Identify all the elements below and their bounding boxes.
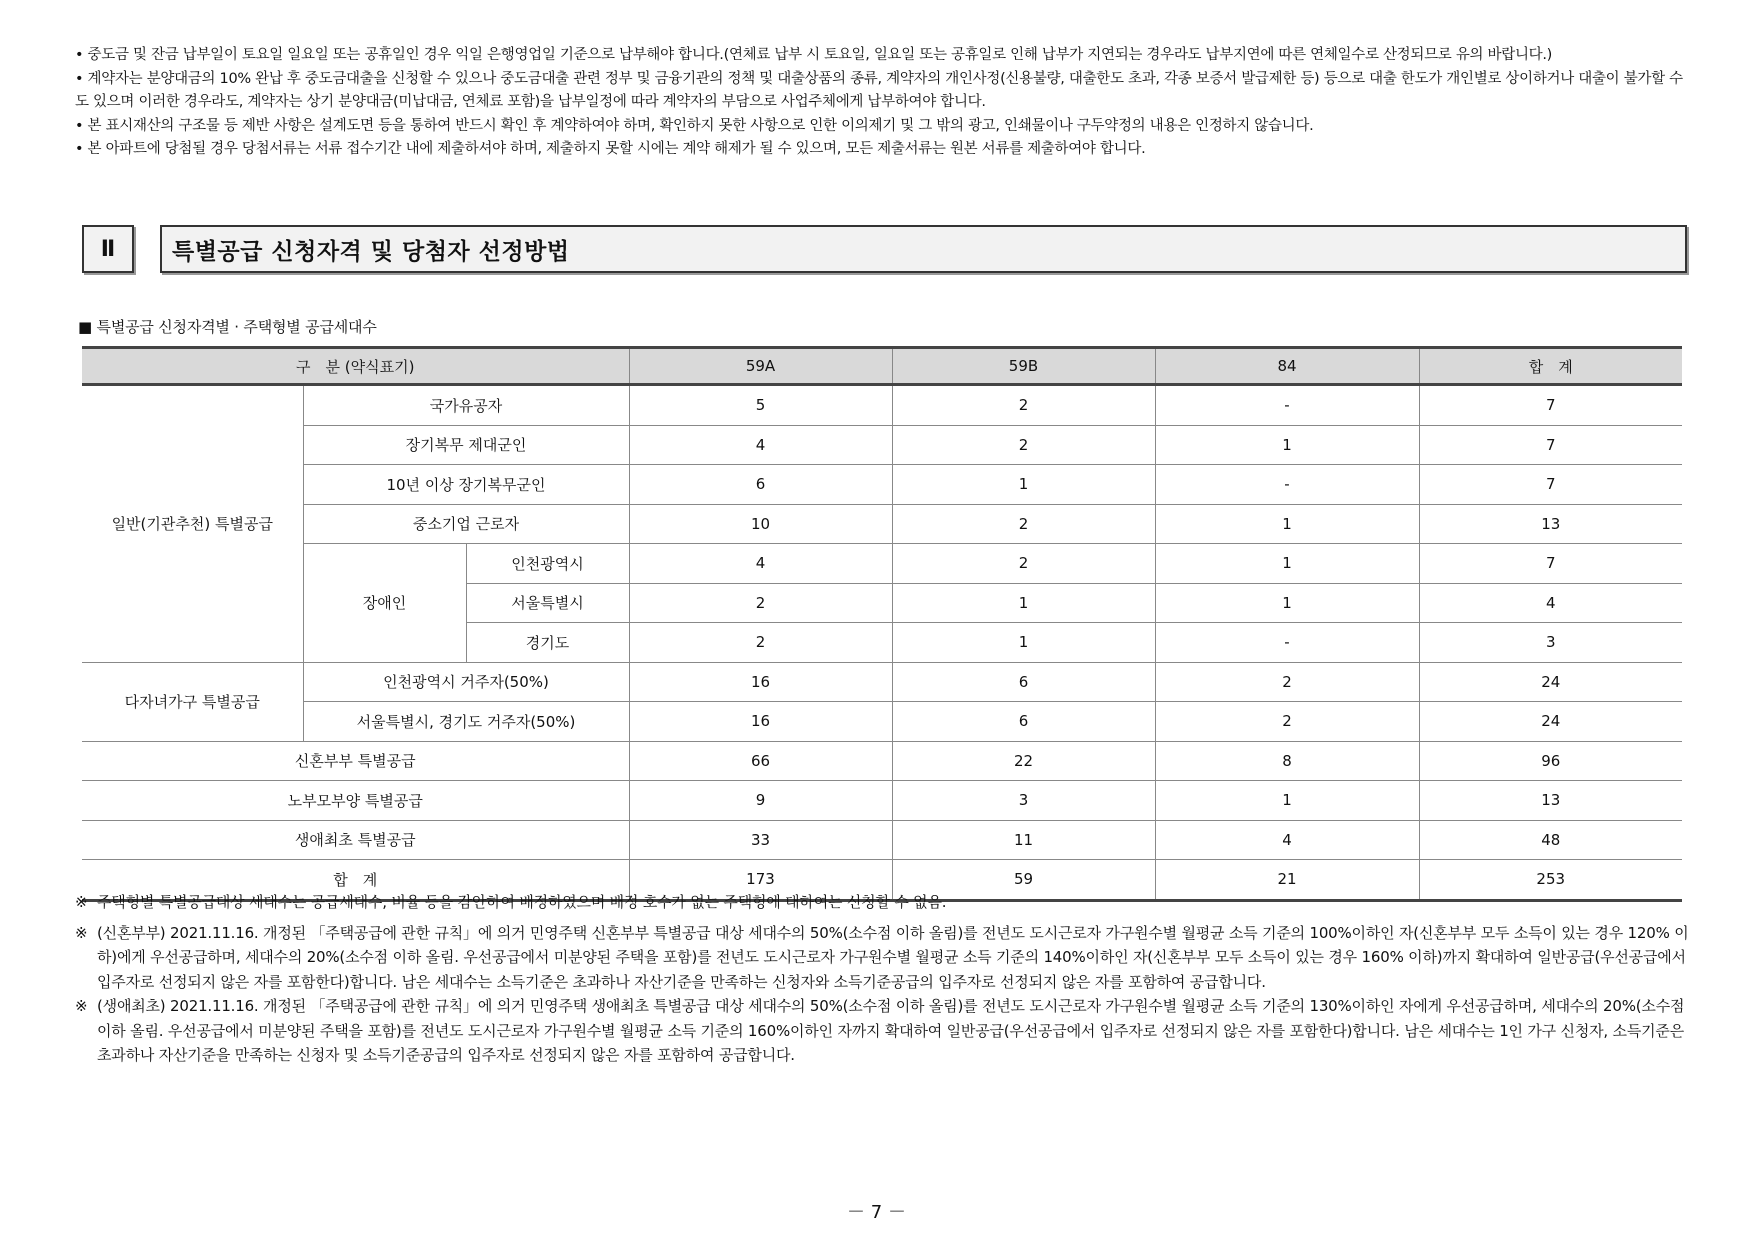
cell-59b: 6 <box>892 702 1155 742</box>
cell-84: 1 <box>1155 583 1419 623</box>
subgroup-disabled: 장애인 <box>303 544 466 663</box>
row-label: 인천광역시 <box>466 544 629 584</box>
note-text: 주택형별 특별공급대상 세대수는 공급세대수, 비율 등을 감안하여 배정하였으며 배정 호수가 없는 주택형에 대하여는 신청할 수 없음. <box>97 893 947 911</box>
section-number: Ⅱ <box>82 225 134 273</box>
header-59b: 59B <box>892 348 1155 385</box>
cell-total: 253 <box>1419 860 1682 901</box>
header-category: 구 분 (약식표기) <box>82 348 629 385</box>
cell-84: - <box>1155 385 1419 426</box>
note-allocation <box>75 890 1695 915</box>
cell-59a: 6 <box>629 465 892 505</box>
cell-total: 7 <box>1419 465 1682 505</box>
table-row <box>82 662 1682 702</box>
cell-59b: 3 <box>892 781 1155 821</box>
row-label: 국가유공자 <box>303 385 629 426</box>
cell-59a: 16 <box>629 662 892 702</box>
page-number: － 7 － <box>847 1202 906 1223</box>
cell-59b: 59 <box>892 860 1155 901</box>
bullet-document-notice: • 본 아파트에 당첨될 경우 당첨서류는 서류 접수기간 내에 제출하셔야 하며, 제출하지 못할 시에는 계약 해제가 될 수 있으며, 모든 제출서류는 원본 서류를 제출하여야 합니다. <box>75 141 1146 157</box>
cell-59b: 2 <box>892 544 1155 584</box>
cell-total: 3 <box>1419 623 1682 663</box>
cell-84: 1 <box>1155 425 1419 465</box>
cell-total: 7 <box>1419 544 1682 584</box>
cell-84: 2 <box>1155 662 1419 702</box>
row-label: 노부모부양 특별공급 <box>82 781 629 821</box>
cell-59a: 16 <box>629 702 892 742</box>
reference-mark-icon: ※ <box>75 893 88 911</box>
reference-mark-icon: ※ <box>75 997 88 1015</box>
cell-59b: 1 <box>892 583 1155 623</box>
bullet-structure-notice: • 본 표시재산의 구조물 등 제반 사항은 설계도면 등을 통하여 반드시 확인 후 계약하여야 하며, 확인하지 못한 사항으로 인한 이의제기 및 그 밖의 광고, 인쇄물이나 구두약정의 내용은 인정하지 않습니다. <box>75 117 1314 134</box>
note-text: (신혼부부) 2021.11.16. 개정된 「주택공급에 관한 규칙」에 의거 민영주택 신혼부부 특별공급 대상 세대수의 50%(소수점 이하 올림)를 전년도 도시근로자 가구원수별 월평균 소득 기준의 100%이하인 자(신혼부부 모두 소득이 있는 경우 120% 이하)에게 우선공급하며, 세대수의 20%(소수점 이하 올림. 우선공급에서 미분양된 주택을 포함)를 전년도 도시근로자 가구원수별 월평균 소득 기준의 140%이하인 자(신혼부부 모두 소득이 있는 경우 160% 이하)까지 확대하여 일반공급(우선공급에서 입주자로 선정되지 않은 자를 포함한다)합니다. 남은 세대수는 소득기준은 초과하나 자산기준을 만족하는 신청자와 소득기준공급의 입주자로 선정되지 않은 자를 포함하여 공급합니다. <box>97 923 1689 991</box>
cell-59b: 1 <box>892 623 1155 663</box>
row-label: 인천광역시 거주자(50%) <box>303 662 629 702</box>
cell-59a: 4 <box>629 425 892 465</box>
cell-59a: 4 <box>629 544 892 584</box>
cell-59a: 5 <box>629 385 892 426</box>
row-label: 장기복무 제대군인 <box>303 425 629 465</box>
cell-59b: 1 <box>892 465 1155 505</box>
cell-84: 8 <box>1155 741 1419 781</box>
table-row <box>82 544 1682 584</box>
cell-59a: 33 <box>629 820 892 860</box>
cell-59b: 6 <box>892 662 1155 702</box>
cell-59a: 173 <box>629 860 892 901</box>
row-label: 중소기업 근로자 <box>303 504 629 544</box>
row-label: 생애최초 특별공급 <box>82 820 629 860</box>
cell-total: 4 <box>1419 583 1682 623</box>
cell-84: 4 <box>1155 820 1419 860</box>
note-text: (생애최초) 2021.11.16. 개정된 「주택공급에 관한 규칙」에 의거 민영주택 생애최초 특별공급 대상 세대수의 50%(소수점 이하 올림)를 전년도 도시근로자 가구원수별 월평균 소득 기준의 130%이하인 자에게 우선공급하며, 세대수의 20%(소수점 이하 올림. 우선공급에서 미분양된 주택을 포함)를 전년도 도시근로자 가구원수별 월평균 소득 기준의 160%이하인 자까지 확대하여 일반공급(우선공급에서 입주자로 선정되지 않은 자를 포함한다)합니다. 남은 세대수는 1인 가구 신청자, 소득기준은 초과하나 자산기준을 만족하는 신청자 및 소득기준공급의 입주자로 선정되지 않은 자를 포함하여 공급합니다. <box>97 997 1685 1064</box>
table-row <box>82 425 1682 465</box>
cell-84: 1 <box>1155 781 1419 821</box>
row-label: 경기도 <box>466 623 629 663</box>
special-supply-table <box>82 346 1682 902</box>
cell-total: 13 <box>1419 781 1682 821</box>
row-label: 서울특별시 <box>466 583 629 623</box>
note-newlywed <box>75 921 1695 995</box>
cell-total: 7 <box>1419 385 1682 426</box>
table-header-row <box>82 348 1682 385</box>
bullet-interim-payment: • 중도금 및 잔금 납부일이 토요일 일요일 또는 공휴일인 경우 익일 은행영업일 기준으로 납부해야 합니다.(연체료 납부 시 토요일, 일요일 또는 공휴일로 인해 납부가 지연되는 경우라도 납부지연에 따른 연체일수로 산정되므로 유의 바랍니다.) <box>75 47 1553 63</box>
cell-84: 2 <box>1155 702 1419 742</box>
cell-59b: 2 <box>892 385 1155 426</box>
cell-total: 13 <box>1419 504 1682 544</box>
cell-59b: 22 <box>892 741 1155 781</box>
cell-total: 48 <box>1419 820 1682 860</box>
cell-84: 1 <box>1155 544 1419 584</box>
table-row <box>82 385 1682 426</box>
cell-total: 24 <box>1419 662 1682 702</box>
group-general: 일반(기관추천) 특별공급 <box>82 385 303 663</box>
header-84: 84 <box>1155 348 1419 385</box>
cell-59b: 11 <box>892 820 1155 860</box>
cell-total: 24 <box>1419 702 1682 742</box>
cell-84: - <box>1155 465 1419 505</box>
cell-59a: 10 <box>629 504 892 544</box>
cell-59a: 66 <box>629 741 892 781</box>
table-row <box>82 702 1682 742</box>
cell-total: 7 <box>1419 425 1682 465</box>
cell-59a: 9 <box>629 781 892 821</box>
table-caption: ■ 특별공급 신청자격별 · 주택형별 공급세대수 <box>78 318 377 336</box>
note-first-home <box>75 994 1695 1068</box>
cell-84: - <box>1155 623 1419 663</box>
header-59a: 59A <box>629 348 892 385</box>
table-row <box>82 741 1682 781</box>
table-row <box>82 781 1682 821</box>
cell-84: 21 <box>1155 860 1419 901</box>
table-row <box>82 820 1682 860</box>
cell-59b: 2 <box>892 425 1155 465</box>
cell-59a: 2 <box>629 583 892 623</box>
row-label: 서울특별시, 경기도 거주자(50%) <box>303 702 629 742</box>
cell-total: 96 <box>1419 741 1682 781</box>
cell-59b: 2 <box>892 504 1155 544</box>
group-multichild: 다자녀가구 특별공급 <box>82 662 303 741</box>
bullet-loan-notice: • 계약자는 분양대금의 10% 완납 후 중도금대출을 신청할 수 있으나 중도금대출 관련 정부 및 금융기관의 정책 및 대출상품의 종류, 계약자의 개인사정(신용불량, 대출한도 초과, 각종 보증서 발급제한 등) 등으로 대출 한도가 개인별로 상이하거나 대출이 불가할 수도 있으며 이러한 경우라도, 계약자는 상기 분양대금(미납대금, 연체료 포함)을 납부일정에 따라 계약자의 부담으로 사업주체에게 납부하여야 합니다. <box>75 70 1683 110</box>
row-label: 합 계 <box>82 860 629 901</box>
top-bullet-list <box>75 44 1695 162</box>
table-notes <box>75 890 1695 1068</box>
table-row <box>82 465 1682 505</box>
cell-84: 1 <box>1155 504 1419 544</box>
section-title: 특별공급 신청자격 및 당첨자 선정방법 <box>160 225 1687 273</box>
table-row <box>82 504 1682 544</box>
reference-mark-icon: ※ <box>75 923 88 942</box>
cell-59a: 2 <box>629 623 892 663</box>
row-label: 신혼부부 특별공급 <box>82 741 629 781</box>
header-total: 합 계 <box>1419 348 1682 385</box>
row-label: 10년 이상 장기복무군인 <box>303 465 629 505</box>
